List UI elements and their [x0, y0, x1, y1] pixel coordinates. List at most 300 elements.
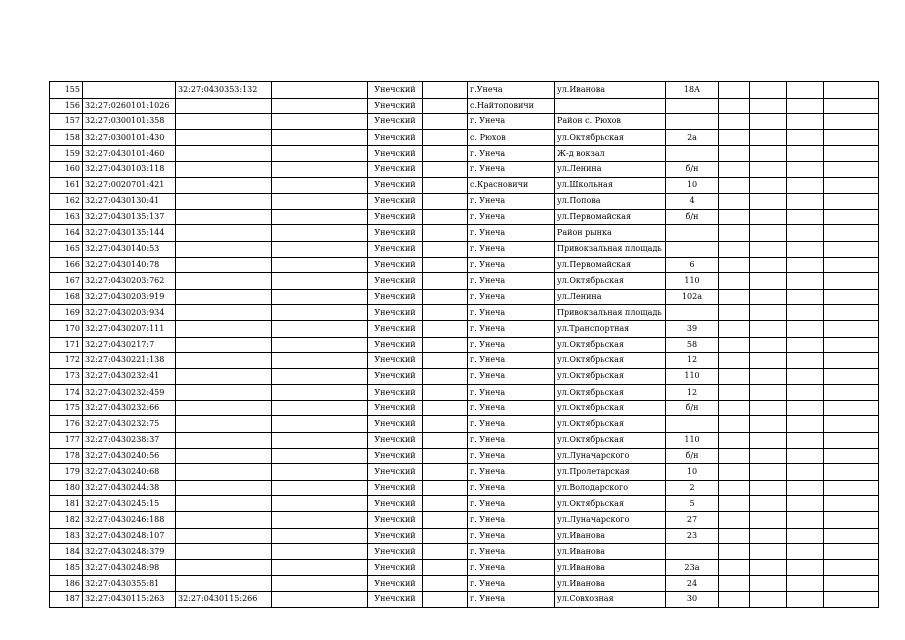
street-cell: ул.Володарского — [555, 480, 666, 496]
settlement-cell: г. Унеча — [468, 496, 555, 512]
street-cell: ул.Школьная — [555, 177, 666, 194]
row-number-cell: 177 — [50, 433, 83, 449]
house-number-cell — [666, 98, 719, 114]
row-number-cell: 170 — [50, 320, 83, 337]
empty-cell — [423, 98, 468, 114]
secondary-cadastral-cell — [176, 559, 272, 576]
empty-cell — [750, 592, 787, 608]
empty-cell — [787, 320, 824, 337]
empty-cell — [750, 400, 787, 416]
street-cell: ул.Октябрьская — [555, 400, 666, 416]
district-cell: Унечский — [368, 209, 423, 225]
empty-cell — [423, 496, 468, 512]
row-number-cell: 162 — [50, 194, 83, 210]
table-row — [50, 528, 879, 544]
district-cell: Унечский — [368, 512, 423, 529]
empty-cell — [787, 448, 824, 464]
table-row — [50, 353, 879, 369]
row-number-cell: 159 — [50, 146, 83, 162]
district-cell: Унечский — [368, 400, 423, 416]
district-cell: Унечский — [368, 129, 423, 146]
house-number-cell: 10 — [666, 464, 719, 481]
district-cell: Унечский — [368, 194, 423, 210]
district-cell: Унечский — [368, 480, 423, 496]
street-cell: Район с. Рюхов — [555, 114, 666, 130]
empty-cell — [824, 496, 879, 512]
empty-cell — [824, 576, 879, 592]
house-number-cell — [666, 241, 719, 257]
empty-cell — [272, 82, 368, 99]
empty-cell — [719, 544, 750, 560]
property-table — [49, 81, 879, 608]
cadastral-number-cell: 32:27:0430248:379 — [83, 544, 176, 560]
empty-cell — [272, 592, 368, 608]
secondary-cadastral-cell — [176, 512, 272, 529]
empty-cell — [750, 289, 787, 305]
settlement-cell: г. Унеча — [468, 544, 555, 560]
empty-cell — [272, 194, 368, 210]
empty-cell — [719, 209, 750, 225]
empty-cell — [719, 559, 750, 576]
cadastral-number-cell: 32:27:0260101:1026 — [83, 98, 176, 114]
empty-cell — [750, 82, 787, 99]
street-cell: ул.Октябрьская — [555, 129, 666, 146]
table-row — [50, 576, 879, 592]
empty-cell — [750, 273, 787, 290]
settlement-cell: г. Унеча — [468, 368, 555, 385]
settlement-cell: г. Унеча — [468, 257, 555, 273]
empty-cell — [824, 464, 879, 481]
house-number-cell: 39 — [666, 320, 719, 337]
empty-cell — [719, 161, 750, 177]
street-cell: ул.Иванова — [555, 82, 666, 99]
cadastral-number-cell: 32:27:0430217:7 — [83, 337, 176, 353]
secondary-cadastral-cell — [176, 241, 272, 257]
empty-cell — [824, 114, 879, 130]
settlement-cell: г. Унеча — [468, 209, 555, 225]
settlement-cell: г. Унеча — [468, 480, 555, 496]
empty-cell — [787, 433, 824, 449]
row-number-cell: 179 — [50, 464, 83, 481]
empty-cell — [824, 209, 879, 225]
empty-cell — [423, 209, 468, 225]
cadastral-number-cell: 32:27:0300101:430 — [83, 129, 176, 146]
empty-cell — [719, 337, 750, 353]
empty-cell — [824, 305, 879, 321]
house-number-cell — [666, 305, 719, 321]
cadastral-number-cell: 32:27:0430246:188 — [83, 512, 176, 529]
empty-cell — [750, 257, 787, 273]
house-number-cell: 23 — [666, 528, 719, 544]
secondary-cadastral-cell — [176, 161, 272, 177]
row-number-cell: 158 — [50, 129, 83, 146]
street-cell: ул.Луначарского — [555, 512, 666, 529]
empty-cell — [719, 433, 750, 449]
table-body — [50, 82, 879, 608]
secondary-cadastral-cell — [176, 416, 272, 433]
empty-cell — [787, 496, 824, 512]
secondary-cadastral-cell — [176, 576, 272, 592]
table-row — [50, 592, 879, 608]
district-cell: Унечский — [368, 177, 423, 194]
secondary-cadastral-cell — [176, 257, 272, 273]
empty-cell — [824, 353, 879, 369]
secondary-cadastral-cell: 32:27:0430115:266 — [176, 592, 272, 608]
empty-cell — [824, 241, 879, 257]
row-number-cell: 184 — [50, 544, 83, 560]
empty-cell — [719, 129, 750, 146]
table-row — [50, 161, 879, 177]
empty-cell — [719, 496, 750, 512]
cadastral-number-cell: 32:27:0430115:263 — [83, 592, 176, 608]
settlement-cell: г. Унеча — [468, 528, 555, 544]
empty-cell — [750, 225, 787, 242]
empty-cell — [824, 416, 879, 433]
street-cell: Район рынка — [555, 225, 666, 242]
street-cell: ул.Октябрьская — [555, 368, 666, 385]
cadastral-number-cell: 32:27:0430244:38 — [83, 480, 176, 496]
row-number-cell: 178 — [50, 448, 83, 464]
empty-cell — [750, 559, 787, 576]
cadastral-number-cell: 32:27:0430203:762 — [83, 273, 176, 290]
settlement-cell: с. Рюхов — [468, 129, 555, 146]
district-cell: Унечский — [368, 114, 423, 130]
secondary-cadastral-cell — [176, 146, 272, 162]
empty-cell — [423, 225, 468, 242]
secondary-cadastral-cell — [176, 353, 272, 369]
settlement-cell: г. Унеча — [468, 400, 555, 416]
row-number-cell: 181 — [50, 496, 83, 512]
table-row — [50, 305, 879, 321]
empty-cell — [750, 448, 787, 464]
empty-cell — [719, 225, 750, 242]
row-number-cell: 185 — [50, 559, 83, 576]
house-number-cell: 58 — [666, 337, 719, 353]
street-cell: ул.Иванова — [555, 576, 666, 592]
district-cell: Унечский — [368, 273, 423, 290]
street-cell: ул.Октябрьская — [555, 273, 666, 290]
empty-cell — [272, 289, 368, 305]
district-cell: Унечский — [368, 289, 423, 305]
empty-cell — [423, 194, 468, 210]
empty-cell — [787, 209, 824, 225]
empty-cell — [824, 433, 879, 449]
district-cell: Унечский — [368, 146, 423, 162]
empty-cell — [787, 416, 824, 433]
empty-cell — [272, 385, 368, 401]
empty-cell — [750, 464, 787, 481]
empty-cell — [824, 129, 879, 146]
empty-cell — [719, 114, 750, 130]
house-number-cell — [666, 146, 719, 162]
empty-cell — [824, 177, 879, 194]
empty-cell — [719, 305, 750, 321]
empty-cell — [423, 289, 468, 305]
table-row — [50, 416, 879, 433]
district-cell: Унечский — [368, 161, 423, 177]
empty-cell — [824, 368, 879, 385]
empty-cell — [787, 400, 824, 416]
empty-cell — [824, 225, 879, 242]
empty-cell — [272, 146, 368, 162]
secondary-cadastral-cell — [176, 114, 272, 130]
settlement-cell: г. Унеча — [468, 194, 555, 210]
street-cell: ул.Октябрьская — [555, 385, 666, 401]
street-cell — [555, 98, 666, 114]
empty-cell — [719, 592, 750, 608]
empty-cell — [750, 209, 787, 225]
street-cell: Ж-д вокзал — [555, 146, 666, 162]
empty-cell — [272, 448, 368, 464]
table-row — [50, 273, 879, 290]
house-number-cell: 12 — [666, 353, 719, 369]
street-cell: ул.Октябрьская — [555, 353, 666, 369]
empty-cell — [423, 400, 468, 416]
empty-cell — [272, 257, 368, 273]
district-cell: Унечский — [368, 559, 423, 576]
empty-cell — [824, 559, 879, 576]
secondary-cadastral-cell — [176, 400, 272, 416]
settlement-cell: г. Унеча — [468, 241, 555, 257]
settlement-cell: г. Унеча — [468, 576, 555, 592]
table-row — [50, 194, 879, 210]
settlement-cell: г. Унеча — [468, 353, 555, 369]
settlement-cell: г. Унеча — [468, 512, 555, 529]
street-cell: ул.Октябрьская — [555, 416, 666, 433]
row-number-cell: 168 — [50, 289, 83, 305]
empty-cell — [787, 559, 824, 576]
settlement-cell: г. Унеча — [468, 448, 555, 464]
row-number-cell: 164 — [50, 225, 83, 242]
empty-cell — [719, 273, 750, 290]
cadastral-number-cell: 32:27:0430355:81 — [83, 576, 176, 592]
settlement-cell: г. Унеча — [468, 416, 555, 433]
cadastral-number-cell: 32:27:0300101:358 — [83, 114, 176, 130]
row-number-cell: 172 — [50, 353, 83, 369]
secondary-cadastral-cell — [176, 177, 272, 194]
house-number-cell: 27 — [666, 512, 719, 529]
row-number-cell: 174 — [50, 385, 83, 401]
secondary-cadastral-cell — [176, 337, 272, 353]
row-number-cell: 186 — [50, 576, 83, 592]
street-cell: ул.Попова — [555, 194, 666, 210]
secondary-cadastral-cell — [176, 496, 272, 512]
district-cell: Унечский — [368, 496, 423, 512]
cadastral-number-cell: 32:27:0020701:421 — [83, 177, 176, 194]
secondary-cadastral-cell — [176, 320, 272, 337]
empty-cell — [750, 129, 787, 146]
house-number-cell: 4 — [666, 194, 719, 210]
empty-cell — [719, 177, 750, 194]
empty-cell — [272, 273, 368, 290]
cadastral-number-cell: 32:27:0430248:98 — [83, 559, 176, 576]
empty-cell — [787, 385, 824, 401]
street-cell: ул.Первомайская — [555, 209, 666, 225]
empty-cell — [719, 576, 750, 592]
row-number-cell: 169 — [50, 305, 83, 321]
settlement-cell: с.Найтоповичи — [468, 98, 555, 114]
empty-cell — [272, 528, 368, 544]
empty-cell — [750, 433, 787, 449]
house-number-cell: 12 — [666, 385, 719, 401]
empty-cell — [272, 544, 368, 560]
empty-cell — [423, 544, 468, 560]
street-cell: ул.Ленина — [555, 161, 666, 177]
empty-cell — [787, 592, 824, 608]
secondary-cadastral-cell — [176, 225, 272, 242]
house-number-cell: 5 — [666, 496, 719, 512]
empty-cell — [719, 464, 750, 481]
empty-cell — [272, 559, 368, 576]
empty-cell — [423, 161, 468, 177]
row-number-cell: 183 — [50, 528, 83, 544]
table-row — [50, 320, 879, 337]
empty-cell — [750, 512, 787, 529]
cadastral-number-cell: 32:27:0430245:15 — [83, 496, 176, 512]
empty-cell — [719, 289, 750, 305]
empty-cell — [272, 114, 368, 130]
district-cell: Унечский — [368, 544, 423, 560]
empty-cell — [824, 161, 879, 177]
empty-cell — [787, 161, 824, 177]
cadastral-number-cell: 32:27:0430232:41 — [83, 368, 176, 385]
empty-cell — [787, 241, 824, 257]
empty-cell — [272, 209, 368, 225]
secondary-cadastral-cell — [176, 305, 272, 321]
cadastral-number-cell: 32:27:0430101:460 — [83, 146, 176, 162]
settlement-cell: г. Унеча — [468, 161, 555, 177]
secondary-cadastral-cell — [176, 209, 272, 225]
house-number-cell — [666, 544, 719, 560]
empty-cell — [824, 480, 879, 496]
row-number-cell: 173 — [50, 368, 83, 385]
empty-cell — [750, 177, 787, 194]
table-row — [50, 225, 879, 242]
empty-cell — [423, 257, 468, 273]
empty-cell — [750, 305, 787, 321]
empty-cell — [824, 528, 879, 544]
empty-cell — [719, 368, 750, 385]
empty-cell — [423, 480, 468, 496]
empty-cell — [750, 496, 787, 512]
table-row — [50, 368, 879, 385]
house-number-cell: 110 — [666, 368, 719, 385]
street-cell: Привокзальная площадь — [555, 241, 666, 257]
empty-cell — [787, 528, 824, 544]
empty-cell — [824, 320, 879, 337]
house-number-cell: 23а — [666, 559, 719, 576]
empty-cell — [750, 194, 787, 210]
empty-cell — [423, 177, 468, 194]
secondary-cadastral-cell — [176, 194, 272, 210]
empty-cell — [824, 592, 879, 608]
house-number-cell: 2а — [666, 129, 719, 146]
empty-cell — [719, 353, 750, 369]
empty-cell — [423, 512, 468, 529]
district-cell: Унечский — [368, 305, 423, 321]
empty-cell — [272, 305, 368, 321]
house-number-cell: б/н — [666, 400, 719, 416]
empty-cell — [272, 368, 368, 385]
table-row — [50, 129, 879, 146]
secondary-cadastral-cell — [176, 448, 272, 464]
table-row — [50, 400, 879, 416]
empty-cell — [423, 592, 468, 608]
empty-cell — [787, 576, 824, 592]
empty-cell — [824, 337, 879, 353]
empty-cell — [423, 433, 468, 449]
house-number-cell: 10 — [666, 177, 719, 194]
empty-cell — [719, 257, 750, 273]
empty-cell — [272, 177, 368, 194]
table-row — [50, 209, 879, 225]
table-row — [50, 82, 879, 99]
district-cell: Унечский — [368, 528, 423, 544]
district-cell: Унечский — [368, 257, 423, 273]
street-cell: ул.Октябрьская — [555, 496, 666, 512]
empty-cell — [272, 320, 368, 337]
empty-cell — [272, 98, 368, 114]
district-cell: Унечский — [368, 464, 423, 481]
street-cell: ул.Иванова — [555, 559, 666, 576]
row-number-cell: 171 — [50, 337, 83, 353]
empty-cell — [719, 385, 750, 401]
street-cell: ул.Иванова — [555, 544, 666, 560]
empty-cell — [787, 337, 824, 353]
empty-cell — [824, 98, 879, 114]
empty-cell — [272, 161, 368, 177]
settlement-cell: с.Красновичи — [468, 177, 555, 194]
empty-cell — [423, 129, 468, 146]
empty-cell — [787, 257, 824, 273]
cadastral-number-cell: 32:27:0430140:53 — [83, 241, 176, 257]
empty-cell — [750, 544, 787, 560]
row-number-cell: 175 — [50, 400, 83, 416]
empty-cell — [787, 353, 824, 369]
house-number-cell: б/н — [666, 161, 719, 177]
settlement-cell: г. Унеча — [468, 273, 555, 290]
settlement-cell: г. Унеча — [468, 337, 555, 353]
empty-cell — [787, 225, 824, 242]
empty-cell — [719, 82, 750, 99]
district-cell: Унечский — [368, 416, 423, 433]
settlement-cell: г. Унеча — [468, 305, 555, 321]
settlement-cell: г.Унеча — [468, 82, 555, 99]
empty-cell — [787, 98, 824, 114]
empty-cell — [272, 241, 368, 257]
empty-cell — [423, 241, 468, 257]
settlement-cell: г. Унеча — [468, 289, 555, 305]
settlement-cell: г. Унеча — [468, 114, 555, 130]
empty-cell — [750, 576, 787, 592]
secondary-cadastral-cell — [176, 528, 272, 544]
empty-cell — [423, 368, 468, 385]
cadastral-number-cell: 32:27:0430240:56 — [83, 448, 176, 464]
empty-cell — [787, 177, 824, 194]
secondary-cadastral-cell — [176, 480, 272, 496]
table-row — [50, 512, 879, 529]
table-row — [50, 448, 879, 464]
secondary-cadastral-cell — [176, 368, 272, 385]
secondary-cadastral-cell — [176, 98, 272, 114]
empty-cell — [423, 528, 468, 544]
empty-cell — [272, 225, 368, 242]
empty-cell — [787, 305, 824, 321]
empty-cell — [272, 480, 368, 496]
district-cell: Унечский — [368, 592, 423, 608]
empty-cell — [824, 544, 879, 560]
street-cell: ул.Пролетарская — [555, 464, 666, 481]
